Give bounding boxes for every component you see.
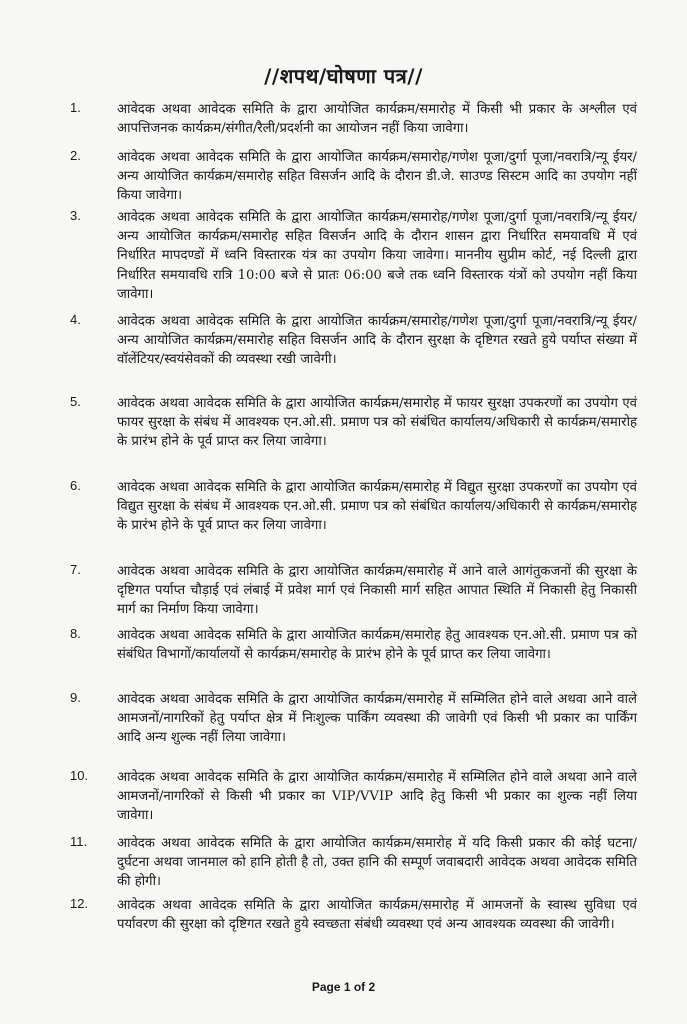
clause-text: आवेदक अथवा आवेदक समिति के द्वारा आयोजित कार्यक्रम/समारोह में आने वाले आगंतुकजनों की सुरक्षा के दृष्टिगत पर्याप्त चौड़ाई एवं लंबाई में प्रवेश मार्ग एवं निकासी मार्ग सहित आपात स्थिति में निकासी हेतु निकासी मार्ग का निर्माण किया जावेगा। bbox=[117, 564, 637, 618]
clause-number: 12. bbox=[70, 896, 89, 911]
page-number: Page 1 of 2 bbox=[311, 980, 376, 994]
clause-text: आवेदक अथवा आवेदक समिति के द्वारा आयोजित कार्यक्रम/समारोह में फायर सुरक्षा उपकरणों का उपयोग एवं फायर सुरक्षा के संबंध में आवश्यक एन.ओ.सी. प्रमाण पत्र को संबंधित कार्यालय/अधिकारी से कार्यक्रम/समारोह के प्रारंभ होने के पूर्व प्राप्त कर लिया जावेगा। bbox=[117, 396, 637, 450]
clause-text: आवेदक अथवा आवेदक समिति के द्वारा आयोजित कार्यक्रम/समारोह हेतु आवश्यक एन.ओ.सी. प्रमाण पत्र को संबंधित विभागों/कार्यालयों से कार्यक्रम/समारोह के प्रारंभ होने के पूर्व प्राप्त कर लिया जावेगा। bbox=[117, 628, 637, 663]
clause-text: आवेदक अथवा आवेदक समिति के द्वारा आयोजित कार्यक्रम/समारोह में आमजनों के स्वास्थ सुविधा एवं पर्यावरण की सुरक्षा को दृष्टिगत रखते हुये स्वच्छता संबंधी व्यवस्था एवं अन्य आवश्यक व्यवस्था की जावेगी। bbox=[117, 898, 637, 933]
clause-text: आवेदक अथवा आवेदक समिति के द्वारा आयोजित कार्यक्रम/समारोह/गणेश पूजा/दुर्गा पूजा/नवरात्रि/न्यू ईयर/अन्य आयोजित कार्यक्रम/समारोह सहित विसर्जन आदि के दौरान शासन द्वारा निर्धारित समयावधि में एवं निर्धारित मापदण्डों में ध्वनि विस्तारक यंत्र का उपयोग किया जावेगा। माननीय सुप्रीम कोर्ट, नई दिल्ली द्वारा निर्धारित समयावधि रात्रि 10:00 बजे से प्रातः 06:00 बजे तक ध्वनि विस्तारक यंत्रों को उपयोग नहीं किया जावेगा। bbox=[117, 210, 637, 302]
clause-text: आवेदक अथवा आवेदक समिति के द्वारा आयोजित कार्यक्रम/समारोह में विद्युत सुरक्षा उपकरणों का उपयोग एवं विद्युत सुरक्षा के संबंध में आवश्यक एन.ओ.सी. प्रमाण पत्र को संबंधित कार्यालय/अधिकारी से कार्यक्रम/समारोह के प्रारंभ होने के पूर्व प्राप्त कर लिया जावेगा। bbox=[117, 480, 637, 534]
clause-number: 8. bbox=[70, 626, 81, 641]
clause-number: 7. bbox=[70, 562, 81, 577]
clause-text: आवेदक अथवा आवेदक समिति के द्वारा आयोजित कार्यक्रम/समारोह/गणेश पूजा/दुर्गा पूजा/नवरात्रि/न्यू ईयर/अन्य आयोजित कार्यक्रम/समारोह सहित विसर्जन आदि के दौरान डी.जे. साउण्ड सिस्टम आदि का उपयोग नहीं किया जावेगा। bbox=[117, 150, 637, 204]
clause-number: 1. bbox=[70, 100, 81, 115]
clause-number: 11. bbox=[70, 834, 88, 849]
clause-text: आवेदक अथवा आवेदक समिति के द्वारा आयोजित कार्यक्रम/समारोह में सम्मिलित होने वाले अथवा आने वाले आमजनों/नागरिकों से किसी भी प्रकार का VIP/VVIP आदि हेतु किसी भी प्रकार का शुल्क नहीं लिया जावेगा। bbox=[117, 770, 637, 824]
clause-text: आवेदक अथवा आवेदक समिति के द्वारा आयोजित कार्यक्रम/समारोह में यदि किसी प्रकार की कोई घटना/दुर्घटना अथवा जानमाल को हानि होती है तो, उक्त हानि की सम्पूर्ण जवाबदारी आवेदक अथवा आवेदक समिति की होगी। bbox=[117, 836, 637, 890]
clause-text: आवेदक अथवा आवेदक समिति के द्वारा आयोजित कार्यक्रम/समारोह में सम्मिलित होने वाले अथवा आने वाले आमजनों/नागरिकों हेतु पर्याप्त क्षेत्र में निःशुल्क पार्किंग व्यवस्था की जावेगी एवं किसी भी प्रकार का पार्किंग आदि अन्य शुल्क नहीं लिया जावेगा। bbox=[117, 692, 637, 746]
clause-number: 4. bbox=[70, 312, 81, 327]
clause-text: आवेदक अथवा आवेदक समिति के द्वारा आयोजित कार्यक्रम/समारोह/गणेश पूजा/दुर्गा पूजा/नवरात्रि/न्यू ईयर/अन्य आयोजित कार्यक्रम/समारोह सहित विसर्जन आदि के दौरान सुरक्षा के दृष्टिगत रखते हुये पर्याप्त संख्या में वॉलेंटियर/स्वयंसेवकों की व्यवस्था रखी जावेगी। bbox=[117, 314, 637, 368]
clause-number: 9. bbox=[70, 690, 81, 705]
clause-number: 5. bbox=[70, 394, 81, 409]
clause-number: 6. bbox=[70, 478, 81, 493]
document-title: //शपथ/घोषणा पत्र// bbox=[264, 64, 423, 88]
clause-number: 3. bbox=[70, 208, 81, 223]
clause-number: 2. bbox=[70, 148, 81, 163]
clause-text: आवेदक अथवा आवेदक समिति के द्वारा आयोजित कार्यक्रम/समारोह में किसी भी प्रकार के अश्लील एवं आपत्तिजनक कार्यक्रम/संगीत/रैली/प्रदर्शनी का आयोजन नहीं किया जावेगा। bbox=[117, 102, 637, 137]
clause-number: 10. bbox=[70, 768, 89, 783]
